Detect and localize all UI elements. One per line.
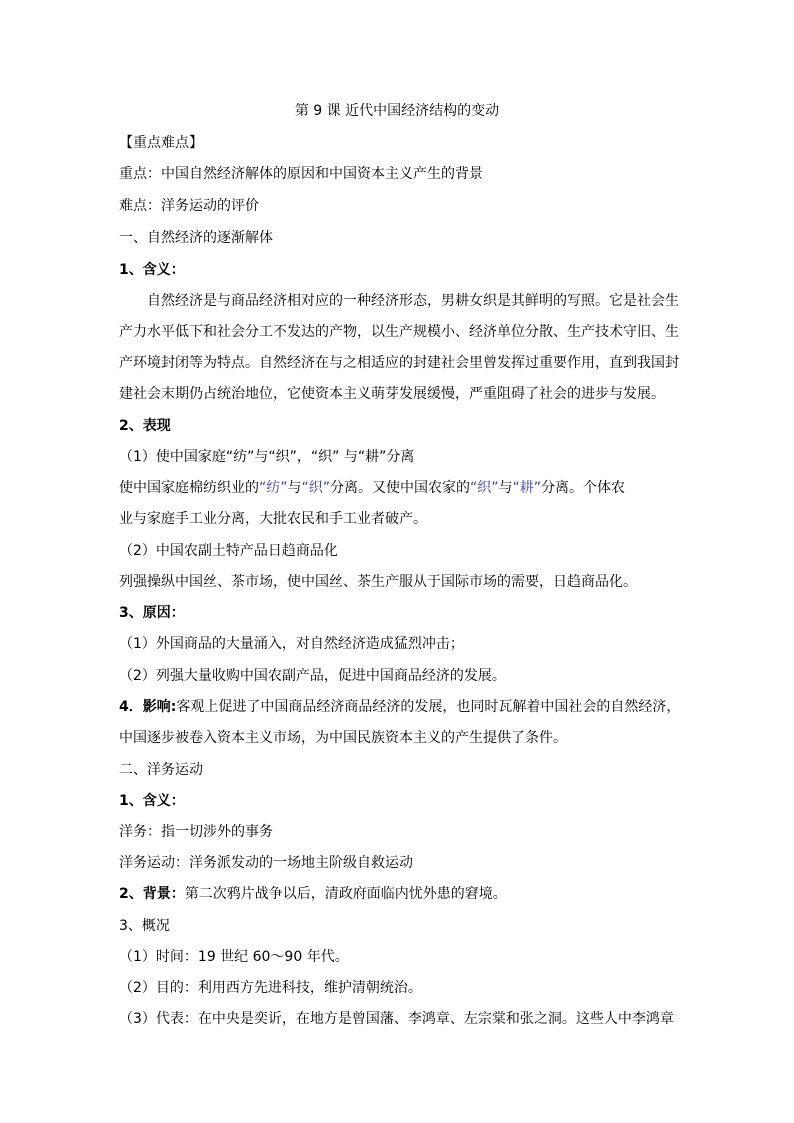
key-point-text: 重点：中国自然经济解体的原因和中国资本主义产生的背景 [119,166,483,182]
section1-meaning-line: 建社会末期仍占统治地位，它使资本主义萌芽发展缓慢，严重阻碍了社会的进步与发展。 [119,386,665,402]
quoted-term: “织” [470,480,499,496]
section2-heading: 二、洋务运动 [119,762,203,778]
text-run: 分离。个体农 [541,480,626,496]
quoted-term: “纺” [259,480,288,496]
section2-background-text: 第二次鸦片战争以后，清政府面临内忧外患的窘境。 [184,886,507,902]
text-run: 与 [287,480,302,496]
section2-overview-heading: 3、概况 [119,918,170,934]
section1-manifest-sub1: （1）使中国家庭“纺”与“织”，“织” 与“耕”分离 [119,449,415,465]
section1-manifest-text2: 列强操纵中国丝、茶市场，使中国丝、茶生产服从于国际市场的需要，日趋商品化。 [119,574,637,590]
section1-meaning-line: 自然经济是与商品经济相对应的一种经济形态，男耕女织是其鲜明的写照。它是社会生 [147,293,679,309]
section1-cause-item: （2）列强大量收购中国农副产品，促进中国商品经济的发展。 [119,668,506,684]
section1-impact [119,697,679,717]
section2-overview-item: （1）时间：19 世纪 60～90 年代。 [119,949,349,965]
section1-impact-text: 客观上促进了中国商品经济商品经济的发展，也同时瓦解着中国社会的自然经济， [176,699,681,715]
section2-meaning-item: 洋务：指一切涉外的事务 [119,824,273,840]
section2-meaning-item: 洋务运动：洋务派发动的一场地主阶级自救运动 [119,855,413,871]
section1-meaning-heading: 1、含义： [119,262,185,278]
text-run: 与 [498,480,513,496]
section1-heading: 一、自然经济的逐渐解体 [119,230,273,246]
text-run: 分离。又使中国农家的 [330,480,471,496]
section1-cause-heading: 3、原因： [119,605,185,621]
quoted-term: “耕” [512,480,542,496]
section1-manifest-text1 [119,478,679,498]
page-title: 第 9 课 近代中国经济结构的变动 [294,103,500,119]
section2-overview-item: （2）目的：利用西方先进科技，维护清朝统治。 [119,980,422,996]
section1-cause-item: （1）外国商品的大量涌入，对自然经济造成猛烈冲击； [119,636,464,652]
section1-manifest-sub2: （2）中国农副土特产品日趋商品化 [119,543,338,559]
section1-meaning-line: 产力水平低下和社会分工不发达的产物，以生产规模小、经济单位分散、生产技术守旧、生 [119,324,679,340]
section1-manifest-heading: 2、表现 [119,418,171,434]
section1-meaning-line: 产环境封闭等为特点。自然经济在与之相适应的封建社会里曾发挥过重要作用，直到我国封 [119,355,679,371]
key-points-heading: 【重点难点】 [119,135,203,151]
difficulty-text: 难点：洋务运动的评价 [119,198,259,214]
section2-meaning-heading: 1、含义： [119,793,185,809]
quoted-term: “织” [301,480,331,496]
section2-background [119,884,679,904]
section1-impact-heading: 4．影响: [119,699,177,715]
section2-overview-item: （3）代表：在中央是奕䜣，在地方是曾国藩、李鸿章、左宗棠和张之洞。这些人中李鸿章 [119,1011,674,1027]
section1-impact-line2: 中国逐步被卷入资本主义市场，为中国民族资本主义的产生提供了条件。 [119,730,567,746]
section1-manifest-text1-line2: 业与家庭手工业分离，大批农民和手工业者破产。 [119,511,427,527]
text-run: 使中国家庭棉纺织业的 [119,480,259,496]
section2-background-heading: 2、背景： [119,886,185,902]
